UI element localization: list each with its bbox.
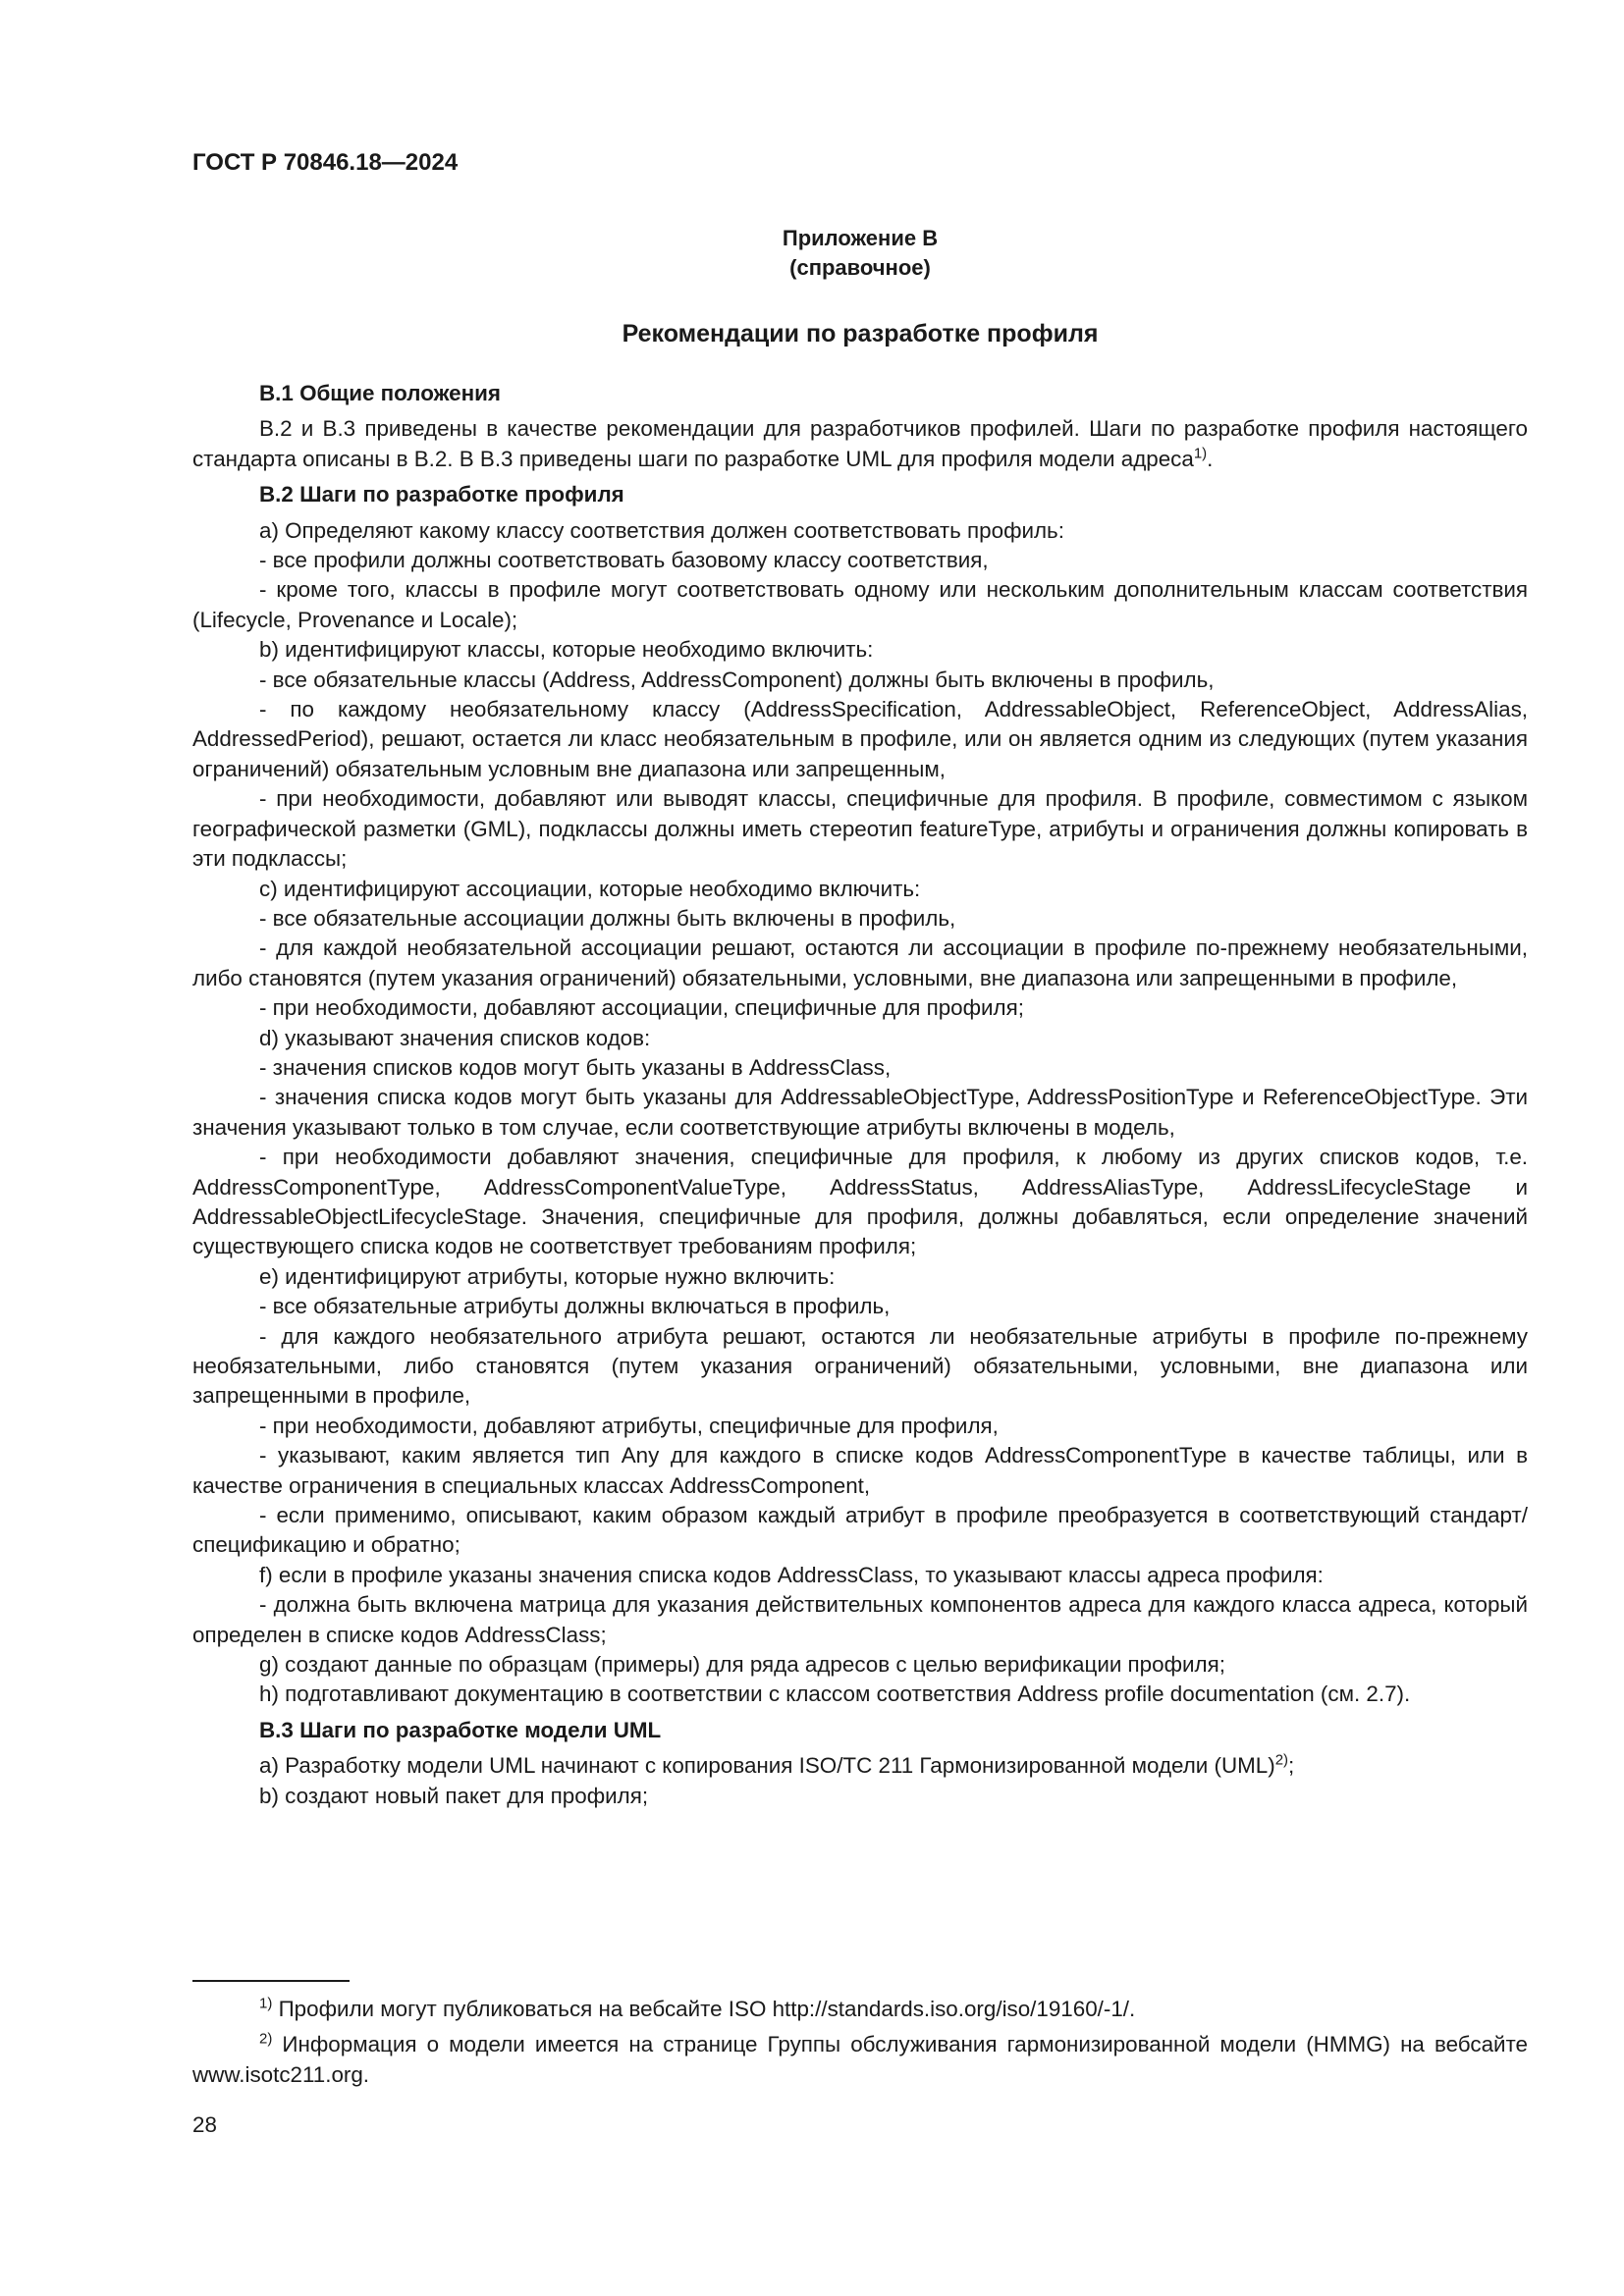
list-item: - по каждому необязательному классу (AddressSpecification, AddressableObject, ReferenceObject, AddressAlias, AddressedPeriod), решают, остается ли класс необязательным в профиле, или он является одним из следующих (путем указания ограничений) обязательным условным вне диапазона или запрещенным, <box>192 697 1528 781</box>
list-item: - кроме того, классы в профиле могут соответствовать одному или нескольким дополнительным классам соответствия (Lifecycle, Provenance и Locale); <box>192 577 1528 632</box>
list-item: - все обязательные ассоциации должны быть включены в профиль, <box>259 905 956 931</box>
list-item: - указывают, каким является тип Any для каждого в списке кодов AddressComponentType в качестве таблицы, или в качестве ограничения в специальных классах AddressComponent, <box>192 1443 1528 1498</box>
list-item: - все обязательные классы (Address, AddressComponent) должны быть включены в профиль, <box>259 667 1215 692</box>
footnotes <box>192 1995 1528 2096</box>
list-item: - значения списков кодов могут быть указаны в AddressClass, <box>259 1054 892 1080</box>
list-item: - при необходимости, добавляют атрибуты, специфичные для профиля, <box>259 1413 999 1438</box>
list-item: с) идентифицируют ассоциации, которые необходимо включить: <box>259 876 921 901</box>
footnote-mark: 2) <box>259 2030 273 2048</box>
footnote-divider <box>192 1980 350 1982</box>
page-number: 28 <box>192 2112 217 2137</box>
section-title-b1: В.1 Общие положения <box>259 381 501 405</box>
footnote: $^{1)}$ Профили могут публиковаться на вебсайте ISO http://standards.iso.org/iso/19160/-1/. <box>259 1995 1136 2021</box>
list-item: - должна быть включена матрица для указания действительных компонентов адреса для каждого класса адреса, который определен в списке кодов AddressClass; <box>192 1592 1528 1647</box>
list-item: g) создают данные по образцам (примеры) для ряда адресов с целью верификации профиля; <box>259 1652 1225 1678</box>
list-item: а) Определяют какому классу соответствия должен соответствовать профиль: <box>259 517 1064 543</box>
list-item: f) если в профиле указаны значения списка кодов AddressClass, то указывают классы адреса профиля: <box>259 1562 1324 1587</box>
list-item: b) идентифицируют классы, которые необходимо включить: <box>259 637 874 663</box>
footnote-mark: 1) <box>259 1995 273 2012</box>
list-item: d) указывают значения списков кодов: <box>259 1025 651 1050</box>
paragraph: В.2 и В.3 приведены в качестве рекомендации для разработчиков профилей. Шаги по разработке профиля настоящего стандарта описаны в В.2. В В.3 приведены шаги по разработке UML для профиля модели адреса$^{1)}$. <box>192 416 1528 471</box>
section-title-b2: В.2 Шаги по разработке профиля <box>259 482 624 507</box>
footnote: $^{2)}$ Информация о модели имеется на странице Группы обслуживания гармонизированной модели (HMMG) на вебсайте www.isotc211.org. <box>192 2030 1528 2087</box>
document-header: ГОСТ Р 70846.18—2024 <box>192 149 459 176</box>
list-item: - если применимо, описывают, каким образом каждый атрибут в профиле преобразуется в соответствующий стандарт/спецификацию и обратно; <box>192 1503 1528 1558</box>
list-item: - при необходимости, добавляют или выводят классы, специфичные для профиля. В профиле, совместимом с языком географической разметки (GML), подклассы должны иметь стереотип featureType, атрибуты и ограничения должны копировать в эти подклассы; <box>192 786 1528 872</box>
list-item: - для каждой необязательной ассоциации решают, остаются ли ассоциации в профиле по-прежнему необязательными, либо становятся (путем указания ограничений) обязательными, условными, вне диапазона или запрещенными в профиле, <box>192 935 1528 990</box>
annex-kind: (справочное) <box>789 255 931 280</box>
list-item: - все профили должны соответствовать базовому классу соответствия, <box>259 548 989 573</box>
annex-title: Рекомендации по разработке профиля <box>622 320 1099 347</box>
list-item: - все обязательные атрибуты должны включаться в профиль, <box>259 1294 891 1319</box>
list-item: - при необходимости, добавляют ассоциации, специфичные для профиля; <box>259 995 1024 1021</box>
document-body <box>192 379 1528 1811</box>
footnote-ref: 1) <box>1193 445 1208 462</box>
list-item: а) Разработку модели UML начинают с копирования ISO/TC 211 Гармонизированной модели (UML)$^{2)}$; <box>259 1751 1295 1779</box>
list-item: - при необходимости добавляют значения, специфичные для профиля, к любому из других списков кодов, т.е. AddressComponentType, AddressComponentValueType, AddressStatus, AddressAliasType, AddressLifecycleStage и AddressableObjectLifecycleStage. Значения, специфичные для профиля, должны добавляться, если определение значений существующего списка кодов не соответствует требованиям профиля; <box>192 1145 1528 1259</box>
section-title-b3: В.3 Шаги по разработке модели UML <box>259 1717 662 1742</box>
footnote-ref: 2) <box>1274 1751 1289 1769</box>
list-item: е) идентифицируют атрибуты, которые нужно включить: <box>259 1263 836 1289</box>
list-item: - для каждого необязательного атрибута решают, остаются ли необязательные атрибуты в профиле по-прежнему необязательными, либо становятся (путем указания ограничений) обязательными, условными, вне диапазона или запрещенными в профиле, <box>192 1323 1528 1409</box>
list-item: - значения списка кодов могут быть указаны для AddressableObjectType, AddressPositionType и ReferenceObjectType. Эти значения указывают только в том случае, если соответствующие атрибуты включены в модель, <box>192 1085 1528 1140</box>
annex-label: Приложение В <box>782 226 939 250</box>
list-item: h) подготавливают документацию в соответствии с классом соответствия Address profile documentation (см. 2.7). <box>259 1682 1411 1707</box>
list-item: b) создают новый пакет для профиля; <box>259 1783 649 1808</box>
